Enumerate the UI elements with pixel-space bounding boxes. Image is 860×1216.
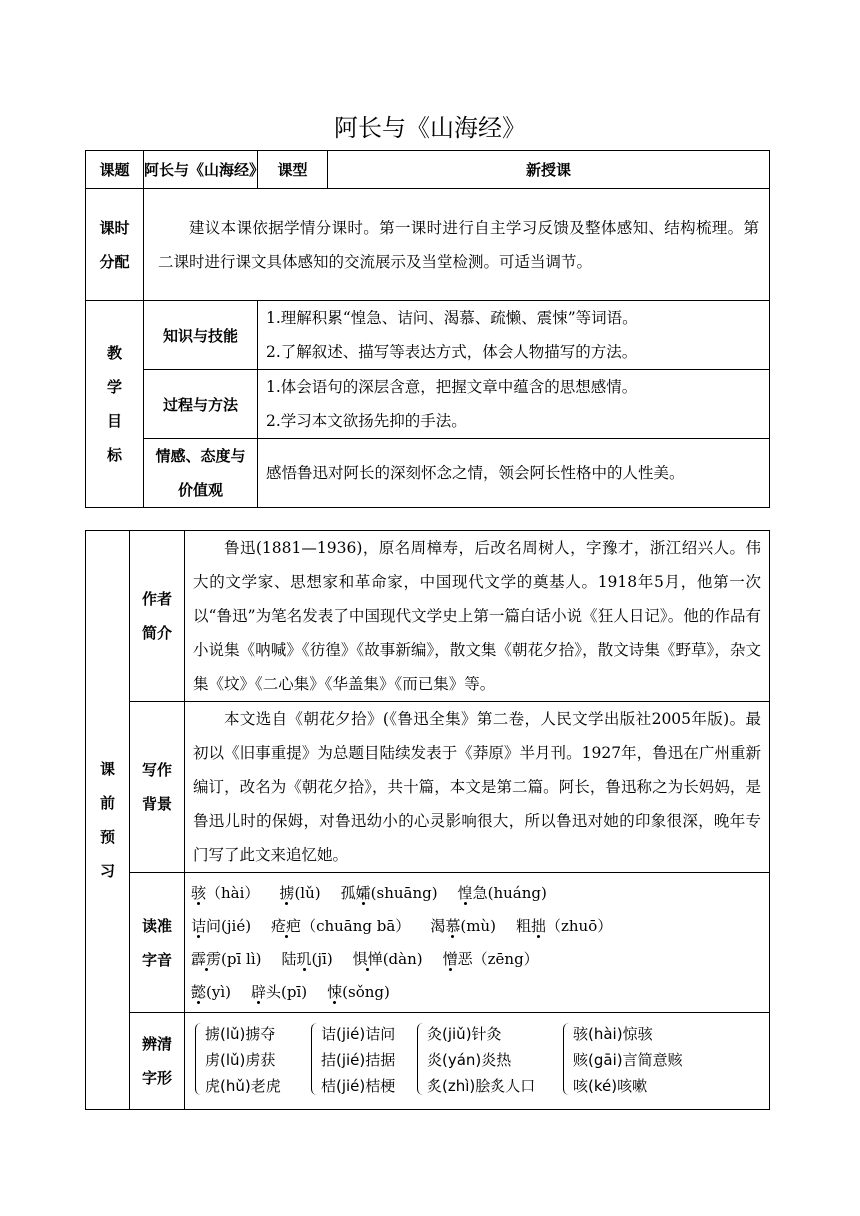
pronounce-item — [327, 983, 390, 1001]
pronounce-item — [430, 917, 496, 935]
distinguish-list — [185, 1013, 770, 1110]
distinguish-item: 掳(lǔ)掳夺 — [205, 1025, 276, 1043]
pronounce-label — [130, 873, 185, 1013]
pronounce-target-char: 掳 — [279, 883, 295, 902]
process-items — [258, 370, 770, 439]
objectives-label-char: 学 — [106, 378, 122, 396]
objectives-label-char: 目 — [106, 412, 122, 430]
pronounce-item — [341, 884, 438, 902]
schedule-label — [86, 189, 144, 301]
pronounce-target-char: 惧惮 — [352, 949, 383, 968]
lesson-info-table — [85, 150, 770, 301]
pronounce-text: 陆 — [281, 949, 297, 968]
pronounce-target-char: 疮疤 — [271, 916, 302, 935]
schedule-text: 建议本课依据学情分课时。第一课时进行自主学习反馈及整体感知、结构梳理。第二课时进行课文具体感知的交流展示及当堂检测。可适当调节。 — [144, 189, 770, 301]
pronounce-row — [191, 943, 769, 976]
distinguish-item: 炎(yán)炎热 — [427, 1051, 512, 1069]
pronounce-text: 孤 — [340, 883, 356, 902]
process-item: 2.学习本文欲扬先抑的手法。 — [266, 412, 467, 430]
pronounce-target-char: 惶 — [457, 883, 473, 902]
pronounce-row — [191, 910, 769, 943]
preview-label-char: 预 — [99, 828, 115, 846]
pronounce-target-char: 憎 — [442, 949, 458, 968]
distinguish-group — [417, 1021, 535, 1099]
pronounce-pinyin: 急(huáng) — [472, 883, 547, 902]
topic-label: 课题 — [86, 151, 144, 189]
distinguish-group — [563, 1021, 683, 1099]
distinguish-item: 骇(hài)惊骇 — [573, 1025, 653, 1043]
preview-label-char: 前 — [99, 794, 115, 812]
distinguish-label-line2: 字形 — [141, 1069, 172, 1087]
knowledge-item: 2.了解叙述、描写等表达方式，体会人物描写的方法。 — [266, 343, 638, 361]
pronounce-target-char: 懿 — [191, 982, 207, 1001]
topic-value: 阿长与《山海经》 — [144, 151, 258, 189]
pronounce-target-char: 慕 — [445, 916, 461, 935]
objectives-label-char: 标 — [106, 446, 122, 464]
pronounce-pinyin: (shuāng) — [370, 883, 438, 902]
background-label-line2: 背景 — [141, 795, 172, 813]
pronounce-pinyin: (jī) — [311, 949, 333, 968]
pronounce-target-char: 孀 — [355, 883, 371, 902]
pronounce-item — [279, 884, 320, 902]
author-text: 鲁迅(1881—1936)，原名周樟寿，后改名周树人，字豫才，浙江绍兴人。伟大的文学家、思想家和革命家，中国现代文学的奠基人。1918年5月，他第一次以“鲁迅”为笔名发表了中国现代文学史上第一篇白话小说《狂人日记》。他的作品有小说集《呐喊》《彷徨》《故事新编》，散文集《朝花夕拾》，散文诗集《野草》，杂文集《坟》《二心集》《华盖集》《而已集》等。 — [185, 531, 770, 702]
pronounce-item — [191, 884, 259, 902]
pronounce-item — [353, 950, 423, 968]
background-text: 本文选自《朝花夕拾》(《鲁迅全集》第二卷，人民文学出版社2005年版)。最初以《旧事重提》为总题目陆续发表于《莽原》半月刊。1927年，鲁迅在广州重新编订，改名为《朝花夕拾》，共十篇，本文是第二篇。阿长，鲁迅称之为长妈妈，是鲁迅儿时的保姆，对鲁迅幼小的心灵影响很大，所以鲁迅对她的印象很深，晚年专门写了此文来追忆她。 — [185, 702, 770, 873]
background-label-line1: 写作 — [141, 761, 172, 779]
pronounce-item — [458, 884, 547, 902]
pronounce-item — [281, 950, 332, 968]
knowledge-item: 1.理解积累“惶急、诘问、渴慕、疏懒、震悚”等词语。 — [266, 309, 638, 327]
distinguish-item: 咳(ké)咳嗽 — [573, 1077, 648, 1095]
distinguish-label-line1: 辨清 — [141, 1035, 172, 1053]
objectives-label-char: 教 — [106, 344, 122, 362]
schedule-label-line2: 分配 — [99, 252, 130, 271]
pronounce-pinyin: 恶（zēng） — [457, 949, 539, 968]
distinguish-item: 虏(lǔ)虏获 — [205, 1051, 276, 1069]
pronounce-target-char: 玑 — [296, 949, 312, 968]
pronounce-text: 渴 — [430, 916, 446, 935]
objectives-label — [86, 301, 144, 508]
distinguish-item: 桔(jié)桔梗 — [321, 1077, 396, 1095]
distinguish-group — [195, 1021, 281, 1099]
pronounce-pinyin: 头(pī) — [266, 982, 308, 1001]
brace-icon — [311, 1023, 318, 1095]
pronounce-item — [191, 983, 231, 1001]
process-item: 1.体会语句的深层含意，把握文章中蕴含的思想感情。 — [266, 378, 638, 396]
emotion-text-line: 感悟鲁迅对阿长的深刻怀念之情，领会阿长性格中的人性美。 — [266, 464, 685, 482]
type-label: 课型 — [258, 151, 328, 189]
pronounce-list — [185, 873, 770, 1013]
emotion-label-line2: 价值观 — [177, 481, 223, 499]
pronounce-pinyin: (pī lì) — [221, 949, 262, 968]
pronounce-target-char: 悚 — [327, 982, 343, 1001]
pronounce-target-char: 诘 — [191, 916, 207, 935]
pronounce-item — [443, 950, 539, 968]
distinguish-group — [311, 1021, 395, 1099]
pronounce-item — [516, 917, 612, 935]
distinguish-item: 灸(jiǔ)针灸 — [427, 1025, 502, 1043]
pronounce-item — [191, 917, 251, 935]
pronounce-target-char: 骇 — [191, 883, 207, 902]
distinguish-item: 拮(jié)拮据 — [321, 1051, 396, 1069]
preview-label-char: 习 — [99, 862, 115, 880]
pronounce-row — [191, 877, 769, 910]
pronounce-pinyin: (lǔ) — [294, 883, 321, 902]
schedule-label-line1: 课时 — [99, 218, 130, 237]
process-label: 过程与方法 — [144, 370, 258, 439]
pronounce-target-char: 拙 — [530, 916, 546, 935]
pronounce-item — [271, 917, 410, 935]
pronounce-target-char: 辟 — [251, 982, 267, 1001]
knowledge-label: 知识与技能 — [144, 301, 258, 370]
pronounce-pinyin: (yì) — [206, 982, 231, 1001]
pronounce-pinyin: (sǒng) — [342, 982, 390, 1001]
pronounce-target-char: 霹雳 — [191, 949, 222, 968]
emotion-label — [144, 439, 258, 508]
author-label-line2: 简介 — [141, 624, 172, 642]
distinguish-item: 炙(zhì)脍炙人口 — [427, 1077, 536, 1095]
author-label-line1: 作者 — [141, 590, 172, 608]
pronounce-pinyin: （zhuō） — [545, 916, 613, 935]
pronounce-item — [251, 983, 307, 1001]
pronounce-pinyin: 问(jié) — [206, 916, 252, 935]
pronounce-pinyin: (mù) — [460, 916, 496, 935]
distinguish-label — [130, 1013, 185, 1110]
author-label — [130, 531, 185, 702]
brace-icon — [417, 1023, 424, 1095]
preview-table — [85, 530, 770, 1110]
pronounce-row — [191, 976, 769, 1009]
distinguish-item: 虎(hǔ)老虎 — [205, 1077, 281, 1095]
pronounce-pinyin: (dàn) — [382, 949, 423, 968]
emotion-text — [258, 439, 770, 508]
knowledge-items — [258, 301, 770, 370]
preview-label-char: 课 — [99, 760, 115, 778]
pronounce-label-line1: 读准 — [141, 916, 172, 935]
preview-label — [86, 531, 130, 1110]
brace-icon — [563, 1023, 570, 1095]
objectives-table — [85, 300, 770, 508]
pronounce-label-line2: 字音 — [141, 950, 172, 969]
pronounce-text: 粗 — [515, 916, 531, 935]
pronounce-pinyin: （chuāng bā） — [301, 916, 411, 935]
emotion-label-line1: 情感、态度与 — [155, 447, 246, 465]
page-title: 阿长与《山海经》 — [334, 114, 526, 142]
distinguish-item: 赅(gāi)言简意赅 — [573, 1051, 683, 1069]
brace-icon — [195, 1023, 202, 1095]
distinguish-item: 诘(jié)诘问 — [321, 1025, 396, 1043]
pronounce-item — [191, 950, 261, 968]
background-label — [130, 702, 185, 873]
pronounce-pinyin: （hài） — [206, 883, 260, 902]
type-value: 新授课 — [328, 151, 770, 189]
